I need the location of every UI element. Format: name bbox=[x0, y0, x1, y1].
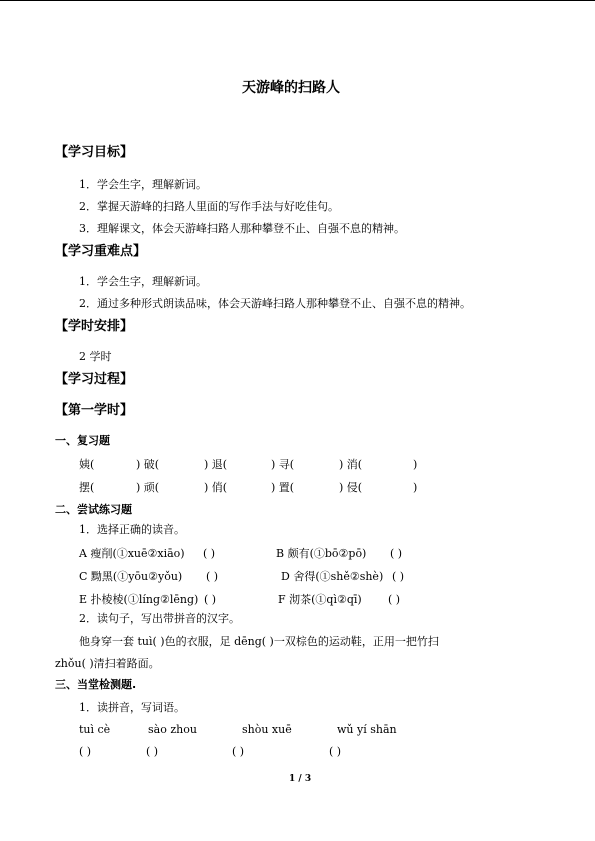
review-cell: ) 寻( bbox=[271, 458, 295, 471]
test-q1: 1．读拼音，写词语。 bbox=[79, 701, 185, 714]
key-point-item: 2．通过多种形式朗读品味，体会天游峰扫路人那种攀登不止、自强不息的精神。 bbox=[79, 297, 471, 310]
pinyin-item: shòu xuē bbox=[242, 723, 292, 736]
review-cell: 姨( bbox=[79, 458, 95, 471]
answer-blank: ( ) bbox=[232, 745, 245, 758]
option-blank: ( ) bbox=[388, 593, 401, 606]
answer-blank: ( ) bbox=[146, 745, 159, 758]
heading-process: 【学习过程】 bbox=[55, 372, 134, 387]
pinyin-item: wǔ yí shān bbox=[337, 723, 397, 736]
top-border bbox=[0, 0, 595, 1]
review-cell: ) 俏( bbox=[204, 481, 228, 494]
goal-item: 1．学会生字，理解新词。 bbox=[79, 178, 207, 191]
option-blank: ( ) bbox=[390, 547, 403, 560]
option-a: A 瘦削(①xuē②xiāo) bbox=[79, 547, 185, 560]
review-cell: ) bbox=[413, 458, 418, 471]
pinyin-item: tuì cè bbox=[79, 723, 111, 736]
answer-blank: ( ) bbox=[329, 745, 342, 758]
review-cell: ) 破( bbox=[136, 458, 160, 471]
time-text: 2 学时 bbox=[79, 350, 112, 363]
heading-goals: 【学习目标】 bbox=[55, 145, 134, 160]
option-blank: ( ) bbox=[203, 547, 216, 560]
goal-item: 3．理解课文，体会天游峰扫路人那种攀登不止、自强不息的精神。 bbox=[79, 222, 405, 235]
test-heading: 三、当堂检测题. bbox=[55, 678, 137, 691]
option-f: F 沏茶(①qì②qī) bbox=[278, 593, 362, 606]
review-cell: ) 侵( bbox=[339, 481, 363, 494]
heading-key-points: 【学习重难点】 bbox=[55, 244, 147, 259]
review-cell: ) 消( bbox=[339, 458, 363, 471]
practice-q2-line2: zhǒu( )清扫着路面。 bbox=[55, 657, 160, 670]
heading-time: 【学时安排】 bbox=[55, 319, 134, 334]
option-d: D 舍得(①shě②shè) bbox=[281, 570, 384, 583]
review-heading: 一、复习题 bbox=[55, 434, 110, 447]
option-e: E 扑棱棱(①líng②lēng) bbox=[79, 593, 199, 606]
option-blank: ( ) bbox=[204, 593, 217, 606]
option-blank: ( ) bbox=[392, 570, 405, 583]
review-cell: ) bbox=[413, 481, 418, 494]
practice-q2: 2．读句子，写出带拼音的汉字。 bbox=[79, 612, 240, 625]
review-cell: ) 置( bbox=[271, 481, 295, 494]
answer-blank: ( ) bbox=[79, 745, 92, 758]
review-cell: ) 顽( bbox=[136, 481, 160, 494]
review-cell: ) 退( bbox=[204, 458, 228, 471]
review-cell: 摆( bbox=[79, 481, 95, 494]
option-blank: ( ) bbox=[206, 570, 219, 583]
practice-q2-line1: 他身穿一套 tuì( )色的衣服，足 dēng( )一双棕色的运动鞋，正用一把竹扫 bbox=[79, 635, 439, 648]
page-number: 1 / 3 bbox=[289, 774, 312, 784]
option-b: B 颇有(①bō②pō) bbox=[276, 547, 367, 560]
heading-lesson1: 【第一学时】 bbox=[55, 403, 134, 418]
goal-item: 2．掌握天游峰的扫路人里面的写作手法与好吃佳句。 bbox=[79, 200, 339, 213]
option-c: C 黝黑(①yōu②yǒu) bbox=[79, 570, 183, 583]
practice-heading: 二、尝试练习题 bbox=[55, 503, 132, 516]
practice-q1: 1．选择正确的读音。 bbox=[79, 523, 185, 536]
pinyin-item: sào zhou bbox=[148, 723, 197, 736]
page-title: 天游峰的扫路人 bbox=[242, 80, 340, 96]
key-point-item: 1．学会生字，理解新词。 bbox=[79, 275, 207, 288]
